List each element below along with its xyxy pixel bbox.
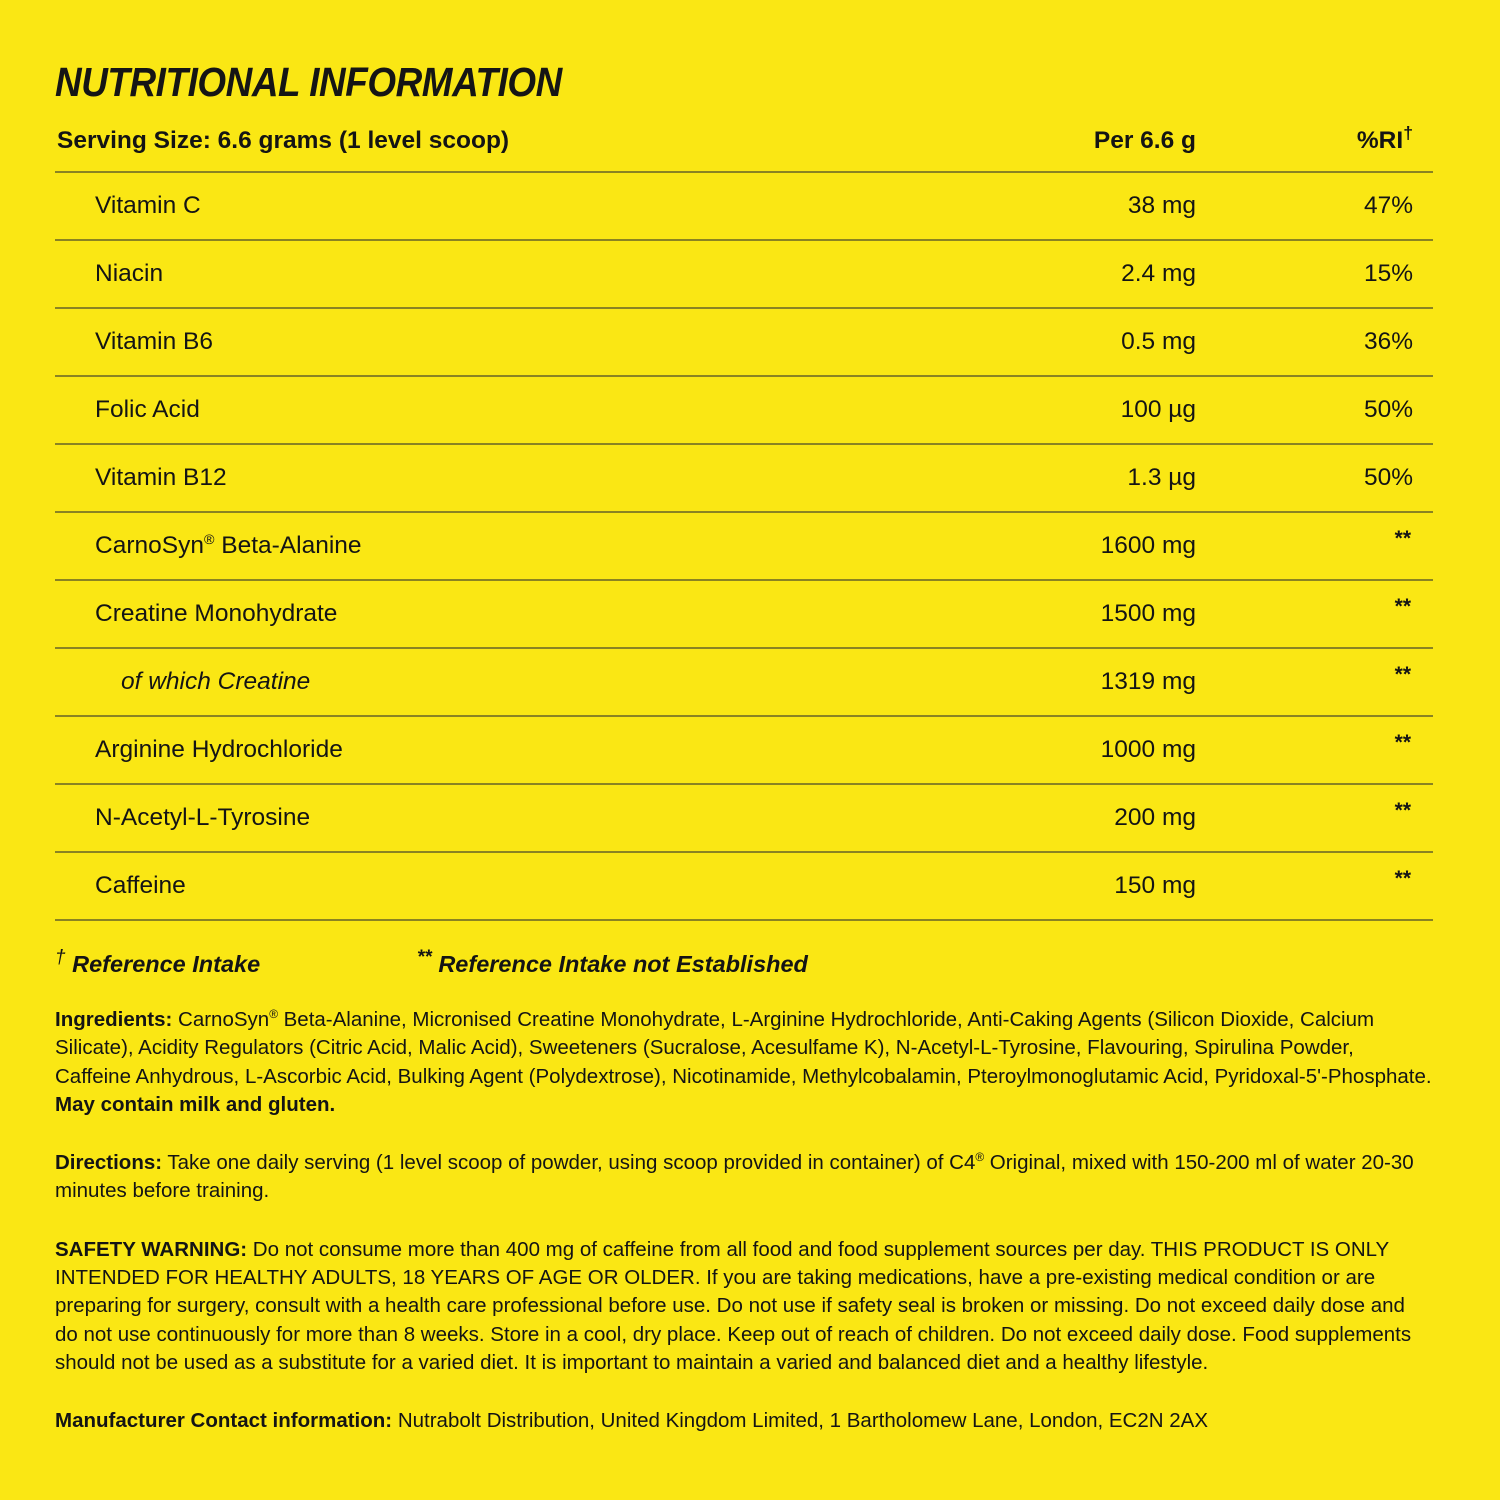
ingredients-text-2: Beta-Alanine, Micronised Creatine Monohydrate, L-Arginine Hydrochloride, Anti-Caking Agents (Silicon Dioxide, Calcium Silicate), Acidity Regulators (Citric Acid, Malic Acid), Sweeteners (Sucralose, Acesulfame K), N-Acetyl-L-Tyrosine, Flavouring, Spirulina Powder, Caffeine Anhydrous, L-Ascorbic Acid, Bulking Agent (Polydextrose), Nicotinamide, Methylcobalamin, Pteroylmonoglutamic Acid, Pyridoxal-5'-Phosphate. [55, 1008, 1432, 1088]
nutrient-ri-percent: 47% [1250, 172, 1433, 240]
table-row [55, 580, 1433, 648]
nutrient-amount: 100 µg [900, 376, 1250, 444]
double-asterisk-icon: ** [1394, 731, 1411, 754]
nutrient-name-text: of which Creatine [121, 668, 311, 695]
nutrient-name-tail: Beta-Alanine [214, 532, 362, 559]
table-row [55, 172, 1433, 240]
nutrient-ri-percent: 50% [1250, 444, 1433, 512]
double-asterisk-icon: ** [1394, 867, 1411, 890]
nutrient-name [55, 512, 900, 580]
registered-trademark-icon: ® [203, 531, 215, 548]
nutrient-name-text: Arginine Hydrochloride [95, 736, 343, 763]
nutrient-name [55, 172, 900, 240]
percent-ri-label: %RI [1356, 127, 1404, 154]
nutrient-name-text: Vitamin B6 [95, 328, 214, 355]
footnotes [55, 947, 1445, 978]
directions-text-1: Take one daily serving (1 level scoop of powder, using scoop provided in container) of C4 [162, 1151, 976, 1175]
double-asterisk-icon: ** [1394, 663, 1411, 686]
nutrient-name [55, 240, 900, 308]
nutrient-name [55, 580, 900, 648]
nutrient-ri-not-established [1250, 852, 1433, 920]
nutrient-amount: 150 mg [900, 852, 1250, 920]
table-row [55, 308, 1433, 376]
table-row [55, 648, 1433, 716]
table-row [55, 716, 1433, 784]
nutrient-ri-not-established [1250, 580, 1433, 648]
nutrient-amount: 38 mg [900, 172, 1250, 240]
nutrient-amount: 200 mg [900, 784, 1250, 852]
ingredients-label: Ingredients: [55, 1008, 173, 1031]
footnote-dagger-text: Reference Intake [65, 951, 261, 977]
ingredients-paragraph [55, 1006, 1433, 1119]
nutrient-ri-percent: 15% [1250, 240, 1433, 308]
nutrient-ri-not-established [1250, 648, 1433, 716]
manufacturer-label: Manufacturer Contact information: [55, 1409, 393, 1433]
safety-warning-text: Do not consume more than 400 mg of caffeine from all food and food supplement sources per day. THIS PRODUCT IS ONLY INTENDED FOR HEALTHY ADULTS, 18 YEARS OF AGE OR OLDER. If you are taking medications, have a pre-existing medical condition or are preparing for surgery, consult with a health care professional before use. Do not use if safety seal is broken or missing. Do not exceed daily dose and do not use continuously for more than 8 weeks. Store in a cool, dry place. Keep out of reach of children. Do not exceed daily dose. Food supplements should not be used as a substitute for a varied diet. It is important to maintain a varied and balanced diet and a healthy lifestyle. [55, 1237, 1412, 1374]
nutrition-table [55, 122, 1433, 921]
dagger-symbol: † [1403, 122, 1413, 143]
directions-paragraph [55, 1149, 1433, 1206]
table-row [55, 512, 1433, 580]
table-row [55, 784, 1433, 852]
per-serving-header: Per 6.6 g [1093, 127, 1196, 154]
nutrient-amount: 1600 mg [900, 512, 1250, 580]
ingredients-text-1: CarnoSyn [172, 1008, 270, 1031]
nutrient-name-text: Vitamin C [95, 192, 201, 219]
nutrient-ri-not-established [1250, 716, 1433, 784]
footnote-dagger-symbol: † [55, 947, 66, 969]
double-asterisk-icon: ** [1394, 527, 1411, 550]
nutrient-name [55, 444, 900, 512]
nutrient-name [55, 784, 900, 852]
page-title: NUTRITIONAL INFORMATION [55, 59, 562, 105]
manufacturer-text: Nutrabolt Distribution, United Kingdom Limited, 1 Bartholomew Lane, London, EC2N 2AX [392, 1409, 1209, 1433]
serving-size-header: Serving Size: 6.6 grams (1 level scoop) [57, 127, 510, 154]
nutrient-name [55, 852, 900, 920]
nutrient-name [55, 376, 900, 444]
double-asterisk-icon: ** [1394, 595, 1411, 618]
registered-trademark-icon: ® [269, 1007, 278, 1022]
nutrient-amount: 1500 mg [900, 580, 1250, 648]
directions-text-2: Original, mixed with 150-200 ml of water 20-30 minutes before training. [55, 1151, 1414, 1203]
table-row [55, 444, 1433, 512]
nutrient-name [55, 648, 900, 716]
nutrient-name-text: CarnoSyn [95, 532, 204, 559]
table-row [55, 376, 1433, 444]
nutrient-ri-percent: 36% [1250, 308, 1433, 376]
percent-ri-header [1250, 122, 1433, 172]
nutrient-name-text: N-Acetyl-L-Tyrosine [95, 804, 311, 831]
nutrient-name-text: Creatine Monohydrate [95, 600, 338, 627]
safety-warning-paragraph [55, 1236, 1433, 1377]
registered-trademark-icon: ® [975, 1150, 985, 1165]
nutrient-name [55, 308, 900, 376]
nutrient-amount: 2.4 mg [900, 240, 1250, 308]
footnote-stars-text: Reference Intake not Established [431, 951, 808, 977]
nutrient-amount: 1319 mg [900, 648, 1250, 716]
nutrient-amount: 0.5 mg [900, 308, 1250, 376]
nutrient-name-text: Caffeine [95, 872, 186, 899]
table-header [55, 122, 1433, 172]
nutrient-ri-not-established [1250, 784, 1433, 852]
nutrient-ri-not-established [1250, 512, 1433, 580]
table-header-row [55, 127, 1433, 172]
table-row [55, 240, 1433, 308]
double-asterisk-icon: ** [1394, 799, 1411, 822]
nutrient-name-text: Vitamin B12 [95, 464, 227, 491]
safety-warning-label: SAFETY WARNING: [55, 1237, 248, 1261]
footnote-not-established [417, 947, 808, 978]
nutrient-amount: 1.3 µg [900, 444, 1250, 512]
nutrient-ri-percent: 50% [1250, 376, 1433, 444]
nutrient-name-text: Niacin [95, 260, 164, 287]
nutrient-name [55, 716, 900, 784]
footnote-reference-intake [55, 947, 417, 978]
table-body [55, 172, 1433, 920]
nutrient-amount: 1000 mg [900, 716, 1250, 784]
footnote-stars-symbol: ** [417, 947, 432, 969]
directions-label: Directions: [55, 1151, 163, 1175]
manufacturer-paragraph [55, 1407, 1433, 1435]
table-row [55, 852, 1433, 920]
ingredients-allergen-note: May contain milk and gluten. [55, 1092, 336, 1116]
nutrient-name-text: Folic Acid [95, 396, 200, 423]
